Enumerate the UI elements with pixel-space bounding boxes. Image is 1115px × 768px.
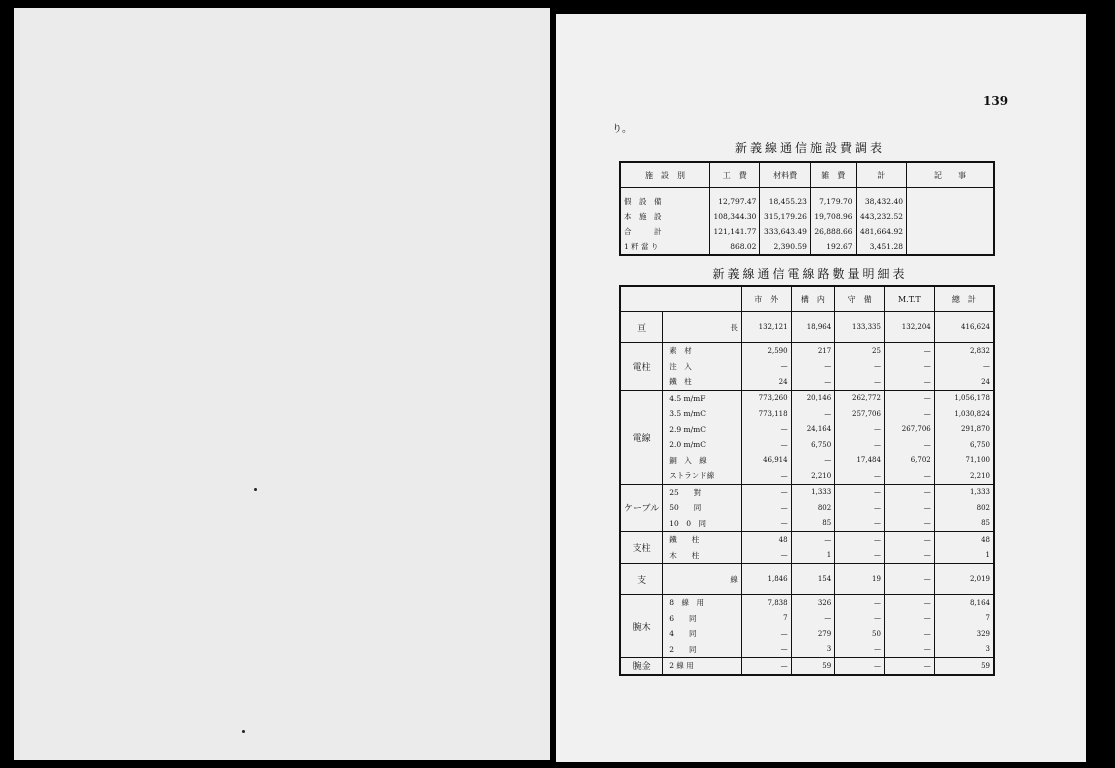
row-label: 合 計	[620, 224, 710, 239]
row-item-label: 8 線 用	[663, 595, 742, 611]
row-item-label: 鐵 柱	[663, 532, 742, 548]
table-cell: 50	[835, 626, 885, 642]
table2-row	[620, 516, 994, 532]
table-cell: 85	[791, 516, 835, 532]
table-cell: 7	[985, 614, 990, 623]
table-cell: 1	[985, 551, 990, 560]
table-cell: —	[835, 611, 885, 627]
table2-header-row	[620, 286, 994, 312]
table-cell: 133,335	[835, 312, 885, 343]
table-cell: —	[884, 658, 934, 675]
row-item-label: 長	[663, 312, 742, 343]
row-item-label: 2 線 用	[663, 658, 742, 675]
table-cell: 802	[976, 503, 990, 512]
table-cell: 24	[981, 377, 990, 386]
table-cell: 7,179.70	[810, 188, 856, 210]
table2-row	[620, 312, 994, 343]
table-cell: 416,624	[934, 312, 994, 343]
table-cell: 6,702	[884, 453, 934, 469]
table-cell: 132,121	[741, 312, 791, 343]
table-cell: 12,797.47	[710, 188, 760, 210]
paper-speck	[242, 730, 245, 733]
row-item-label: 6 同	[663, 611, 742, 627]
table-cell: —	[884, 500, 934, 516]
table-cell: 326	[791, 595, 835, 611]
notes-cell	[907, 224, 995, 239]
table-cell: —	[741, 548, 791, 564]
table-cell: —	[835, 500, 885, 516]
table2-row	[620, 626, 994, 642]
table-cell: 802	[791, 500, 835, 516]
row-group-label: 支	[620, 564, 663, 595]
table-cell: 192.67	[810, 239, 856, 255]
table1-header: 記 事	[907, 162, 995, 188]
table-cell: 59	[791, 658, 835, 675]
table-cell: 1,056,178	[934, 390, 994, 406]
table-cell: —	[884, 532, 934, 548]
row-label: 1 粁 當 り	[620, 239, 710, 255]
table-cell: —	[983, 362, 990, 371]
table2-header: M.T.T	[884, 286, 934, 312]
table-cell: 24	[741, 374, 791, 390]
table2-header: 市 外	[741, 286, 791, 312]
table-cell: 257,706	[835, 406, 885, 422]
table2-row	[620, 422, 994, 438]
table-cell: 48	[934, 532, 994, 548]
table-cell: 329	[976, 629, 990, 638]
table2-row	[620, 374, 994, 390]
table-cell: 773,118	[741, 406, 791, 422]
table2-row	[620, 500, 994, 516]
notes-cell	[907, 239, 995, 255]
table2-row	[620, 548, 994, 564]
row-group-label: 腕金	[620, 658, 663, 675]
table2-row	[620, 532, 994, 548]
table2-row	[620, 453, 994, 469]
table2-header: 總 計	[934, 286, 994, 312]
table-cell: —	[741, 642, 791, 658]
table-cell: —	[884, 548, 934, 564]
row-label: 本 施 設	[620, 209, 710, 224]
left-blank-page	[14, 8, 550, 760]
row-item-label: 素 材	[663, 343, 742, 359]
row-item-label: 2.9 m/mC	[663, 422, 742, 438]
table-cell: 85	[981, 519, 990, 528]
notes-cell	[907, 188, 995, 210]
table-cell: 333,643.49	[760, 224, 810, 239]
table2-row	[620, 484, 994, 500]
table-cell: 25	[835, 343, 885, 359]
table1-header: 材料費	[760, 162, 810, 188]
row-item-label: 4.5 m/mF	[663, 390, 742, 406]
table-cell: 154	[791, 564, 835, 595]
table2-row	[620, 406, 994, 422]
table-cell: —	[835, 642, 885, 658]
table-cell: 2,019	[934, 564, 994, 595]
table-cell: 59	[934, 658, 994, 675]
table-cell: —	[884, 484, 934, 500]
table-cell: —	[741, 437, 791, 453]
table-cell: 291,870	[961, 425, 990, 434]
table-cell: —	[835, 468, 885, 484]
table-cell: 7,838	[741, 595, 791, 611]
table-cell: 19	[835, 564, 885, 595]
table1-header: 施 設 別	[620, 162, 710, 188]
table-cell: 132,204	[884, 312, 934, 343]
row-item-label: 2.0 m/mC	[663, 437, 742, 453]
table-cell: 1,030,824	[954, 409, 990, 418]
table1-header-row	[620, 162, 994, 188]
table-cell: —	[835, 548, 885, 564]
table-cell: —	[741, 626, 791, 642]
row-item-label: 25 對	[663, 484, 742, 500]
table-cell: —	[835, 437, 885, 453]
row-group-label: 支柱	[620, 532, 663, 564]
table1-title: 新義線通信施設費調表	[734, 141, 885, 155]
table-cell: —	[741, 516, 791, 532]
row-group-label: 腕木	[620, 595, 663, 658]
table-cell: 868.02	[710, 239, 760, 255]
table-cell: 121,141.77	[710, 224, 760, 239]
table2-header: 守 備	[835, 286, 885, 312]
row-item-label: 木 柱	[663, 548, 742, 564]
table-cell: —	[884, 564, 934, 595]
table-cell: 3	[791, 642, 835, 658]
row-item-label: 3.5 m/mC	[663, 406, 742, 422]
table-cell: 38,432.40	[856, 188, 906, 210]
table-cell: 2,210	[791, 468, 835, 484]
table-cell: 20,146	[791, 390, 835, 406]
table2-row	[620, 564, 994, 595]
table1-row	[620, 224, 994, 239]
table-cell: —	[791, 406, 835, 422]
table-cell: —	[741, 484, 791, 500]
table2-row	[620, 658, 994, 675]
row-item-label: 4 同	[663, 626, 742, 642]
row-group-label: ケーブル	[620, 484, 663, 532]
table-cell: —	[741, 500, 791, 516]
table-cell: 279	[791, 626, 835, 642]
table2-row	[620, 468, 994, 484]
row-group-label: 電線	[620, 390, 663, 484]
table-cell: 2,590	[741, 343, 791, 359]
facility-cost-table	[619, 161, 995, 256]
table2-header: 構 内	[791, 286, 835, 312]
row-item-label: 50 同	[663, 500, 742, 516]
row-item-label: 鐵 柱	[663, 374, 742, 390]
table-cell: 18,964	[791, 312, 835, 343]
table2-row	[620, 390, 994, 406]
table-cell: 1,846	[741, 564, 791, 595]
row-label: 假 設 備	[620, 188, 710, 210]
table2-row	[620, 642, 994, 658]
table1-header: 工 費	[710, 162, 760, 188]
table-cell: —	[884, 437, 934, 453]
table-cell: —	[741, 468, 791, 484]
table1-row	[620, 209, 994, 224]
table-cell: —	[835, 595, 885, 611]
row-group-label: 電柱	[620, 343, 663, 391]
table-cell: 1,333	[934, 484, 994, 500]
table2-row	[620, 359, 994, 375]
row-item-label: 銅 入 線	[663, 453, 742, 469]
table-cell: 8,164	[934, 595, 994, 611]
table-cell: —	[884, 642, 934, 658]
notes-cell	[907, 209, 995, 224]
table-cell: —	[884, 595, 934, 611]
table-cell: —	[791, 611, 835, 627]
table-cell: 443,232.52	[856, 209, 906, 224]
table2-row	[620, 595, 994, 611]
table-cell: —	[741, 658, 791, 675]
table-cell: 3,451.28	[856, 239, 906, 255]
table-cell: —	[791, 453, 835, 469]
table-cell: 26,888.66	[810, 224, 856, 239]
table-cell: 262,772	[835, 390, 885, 406]
continued-text: り。	[612, 124, 632, 135]
table-cell: 17,484	[835, 453, 885, 469]
table2-title: 新義線通信電線路數量明細表	[712, 267, 908, 281]
table2-row	[620, 343, 994, 359]
table-cell: —	[835, 516, 885, 532]
table-cell: —	[835, 484, 885, 500]
table-cell: 3	[985, 645, 990, 654]
table-cell: 2,210	[969, 471, 990, 480]
table-cell: 2,390.59	[760, 239, 810, 255]
table-cell: —	[791, 532, 835, 548]
table-cell: 108,344.30	[710, 209, 760, 224]
table-cell: 48	[741, 532, 791, 548]
paper-speck	[254, 488, 257, 491]
row-item-label: 2 同	[663, 642, 742, 658]
table-cell: —	[884, 343, 934, 359]
table-cell: 7	[741, 611, 791, 627]
row-group-label: 亘	[620, 312, 663, 343]
table-cell: 1	[791, 548, 835, 564]
table-cell: 2,832	[934, 343, 994, 359]
table1-header: 計	[856, 162, 906, 188]
table1-row	[620, 188, 994, 210]
table-cell: 267,706	[884, 422, 934, 438]
table-cell: 71,100	[965, 456, 990, 465]
table-cell: —	[835, 658, 885, 675]
table-cell: 773,260	[741, 390, 791, 406]
table2-header	[620, 286, 741, 312]
row-item-label: 線	[663, 564, 742, 595]
table1-header: 雑 費	[810, 162, 856, 188]
table-cell: —	[835, 374, 885, 390]
table-cell: —	[835, 532, 885, 548]
line-quantity-table	[619, 285, 995, 676]
table-cell: —	[884, 611, 934, 627]
table-cell: —	[884, 516, 934, 532]
table-cell: 24,164	[791, 422, 835, 438]
table-cell: 18,455.23	[760, 188, 810, 210]
table2-row	[620, 437, 994, 453]
table2-row	[620, 611, 994, 627]
table-cell: 217	[791, 343, 835, 359]
table-cell: —	[741, 422, 791, 438]
table-cell: —	[884, 390, 934, 406]
table-cell: —	[884, 468, 934, 484]
table-cell: —	[791, 359, 835, 375]
table-cell: —	[791, 374, 835, 390]
table-cell: —	[884, 406, 934, 422]
table-cell: 481,664.92	[856, 224, 906, 239]
row-item-label: ストランド線	[663, 468, 742, 484]
table1-row	[620, 239, 994, 255]
table-cell: 6,750	[791, 437, 835, 453]
table-cell: 315,179.26	[760, 209, 810, 224]
table-cell: —	[884, 374, 934, 390]
table-cell: —	[884, 626, 934, 642]
table-cell: 46,914	[741, 453, 791, 469]
table-cell: —	[741, 359, 791, 375]
page-number: 139	[983, 94, 1009, 108]
table-cell: —	[835, 359, 885, 375]
table-cell: —	[884, 359, 934, 375]
table-cell: 19,708.96	[810, 209, 856, 224]
table-cell: —	[835, 422, 885, 438]
table-cell: 1,333	[791, 484, 835, 500]
row-item-label: 注 入	[663, 359, 742, 375]
row-item-label: 10 0 同	[663, 516, 742, 532]
table-cell: 6,750	[969, 440, 990, 449]
